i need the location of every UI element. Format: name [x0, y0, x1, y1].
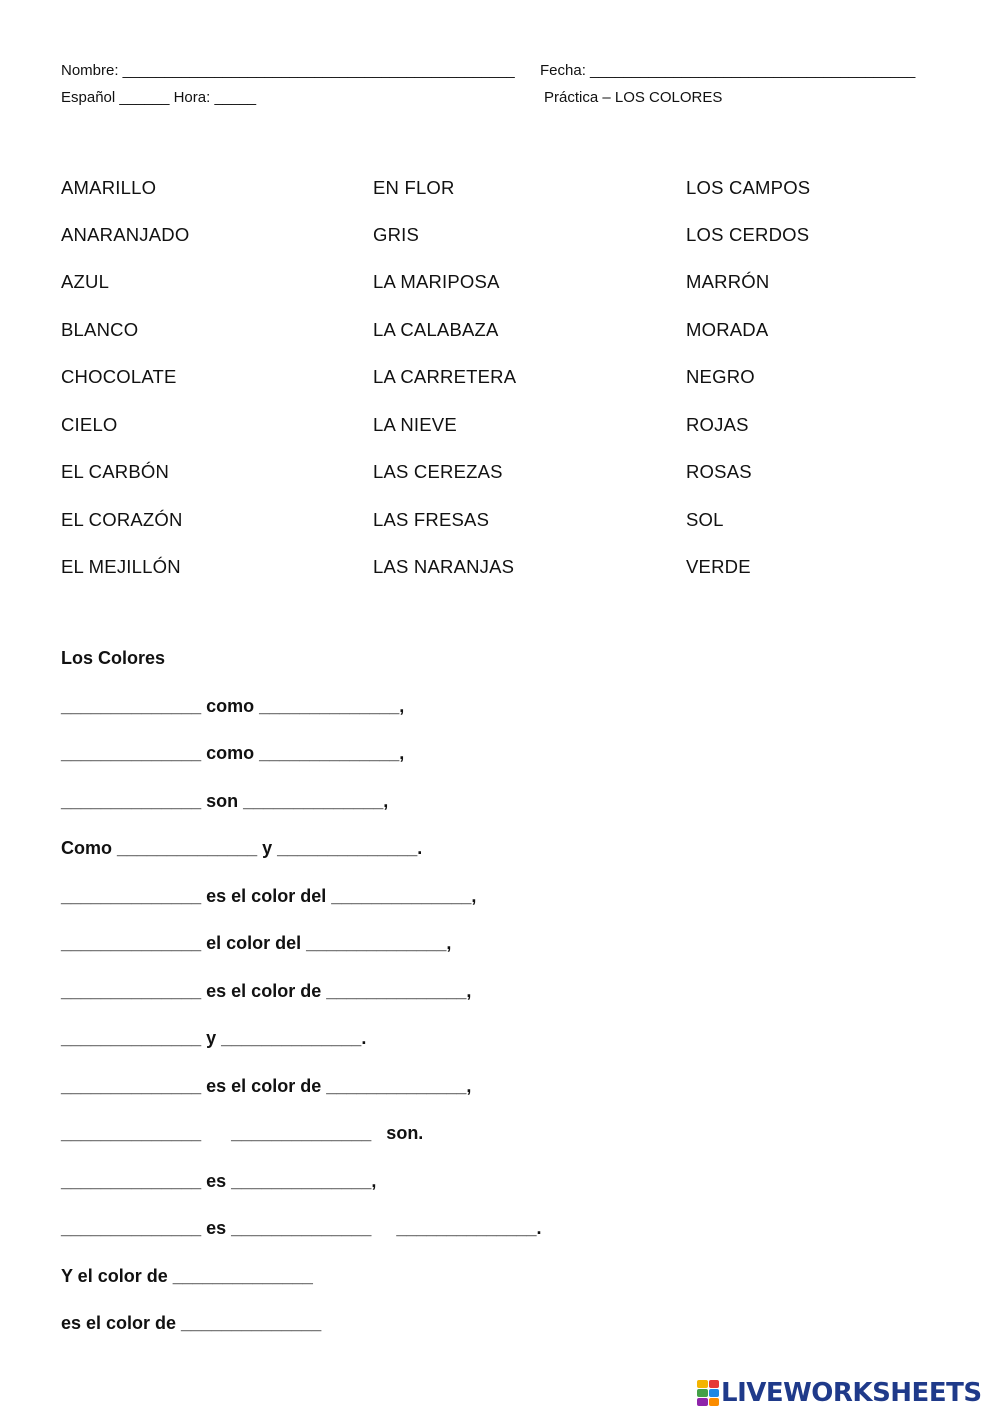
poem-line[interactable]: ______________ es el color del ______________,	[61, 886, 477, 906]
name-field[interactable]: Nombre: _______________________________________________	[61, 62, 515, 79]
class-hour-field[interactable]: Español ______ Hora: _____	[61, 89, 257, 106]
logo-block	[697, 1389, 708, 1397]
word-bank-item: NEGRO	[686, 366, 755, 387]
word-bank-item: GRIS	[373, 224, 420, 245]
word-bank-item: EL CARBÓN	[61, 461, 170, 482]
poem-line[interactable]: ______________ el color del ______________,	[61, 933, 452, 953]
practice-title: Práctica – LOS COLORES	[544, 89, 723, 106]
word-bank-item: LA CALABAZA	[373, 319, 499, 340]
word-bank-item: BLANCO	[61, 319, 139, 340]
logo-block	[697, 1380, 708, 1388]
poem-line[interactable]: Y el color de ______________	[61, 1266, 313, 1286]
liveworksheets-logo	[697, 1378, 982, 1408]
logo-block	[709, 1380, 720, 1388]
poem-line[interactable]: ______________ es el color de ______________,	[61, 981, 472, 1001]
word-bank-item: VERDE	[686, 556, 751, 577]
date-field[interactable]: Fecha: _______________________________________	[540, 62, 916, 79]
word-bank-item: SOL	[686, 509, 724, 530]
poem-line[interactable]: es el color de ______________	[61, 1313, 322, 1333]
poem-title: Los Colores	[61, 648, 166, 668]
word-bank-item: AZUL	[61, 271, 110, 292]
poem-line[interactable]: ______________ son ______________,	[61, 791, 389, 811]
word-bank-item: ANARANJADO	[61, 224, 190, 245]
logo-text: LIVEWORKSHEETS	[721, 1378, 982, 1408]
poem-line[interactable]: ______________ es ______________,	[61, 1171, 377, 1191]
word-bank-item: LA CARRETERA	[373, 366, 517, 387]
word-bank-item: EL MEJILLÓN	[61, 556, 181, 577]
word-bank-item: EL CORAZÓN	[61, 509, 183, 530]
word-bank-item: CIELO	[61, 414, 118, 435]
word-bank-item: EN FLOR	[373, 177, 455, 198]
poem-line[interactable]: ______________ como ______________,	[61, 696, 405, 716]
word-bank-item: LA MARIPOSA	[373, 271, 500, 292]
word-bank-item: MARRÓN	[686, 271, 770, 292]
poem-line[interactable]: Como ______________ y ______________.	[61, 838, 423, 858]
poem-line[interactable]: ______________ es ______________ ______________.	[61, 1218, 542, 1238]
logo-block	[697, 1398, 708, 1406]
poem-line[interactable]: ______________ ______________ son.	[61, 1123, 424, 1143]
poem-line[interactable]: ______________ es el color de ______________,	[61, 1076, 472, 1096]
logo-blocks-icon	[697, 1380, 719, 1406]
word-bank-item: AMARILLO	[61, 177, 157, 198]
word-bank-item: MORADA	[686, 319, 769, 340]
word-bank-item: LA NIEVE	[373, 414, 457, 435]
word-bank-item: ROSAS	[686, 461, 752, 482]
word-bank-item: LOS CAMPOS	[686, 177, 811, 198]
poem-line[interactable]: ______________ como ______________,	[61, 743, 405, 763]
word-bank-item: LAS FRESAS	[373, 509, 490, 530]
logo-block	[709, 1389, 720, 1397]
poem-line[interactable]: ______________ y ______________.	[61, 1028, 367, 1048]
word-bank-item: LAS CEREZAS	[373, 461, 503, 482]
word-bank-item: ROJAS	[686, 414, 749, 435]
word-bank-item: LOS CERDOS	[686, 224, 810, 245]
word-bank-item: LAS NARANJAS	[373, 556, 515, 577]
logo-block	[709, 1398, 720, 1406]
word-bank-item: CHOCOLATE	[61, 366, 177, 387]
